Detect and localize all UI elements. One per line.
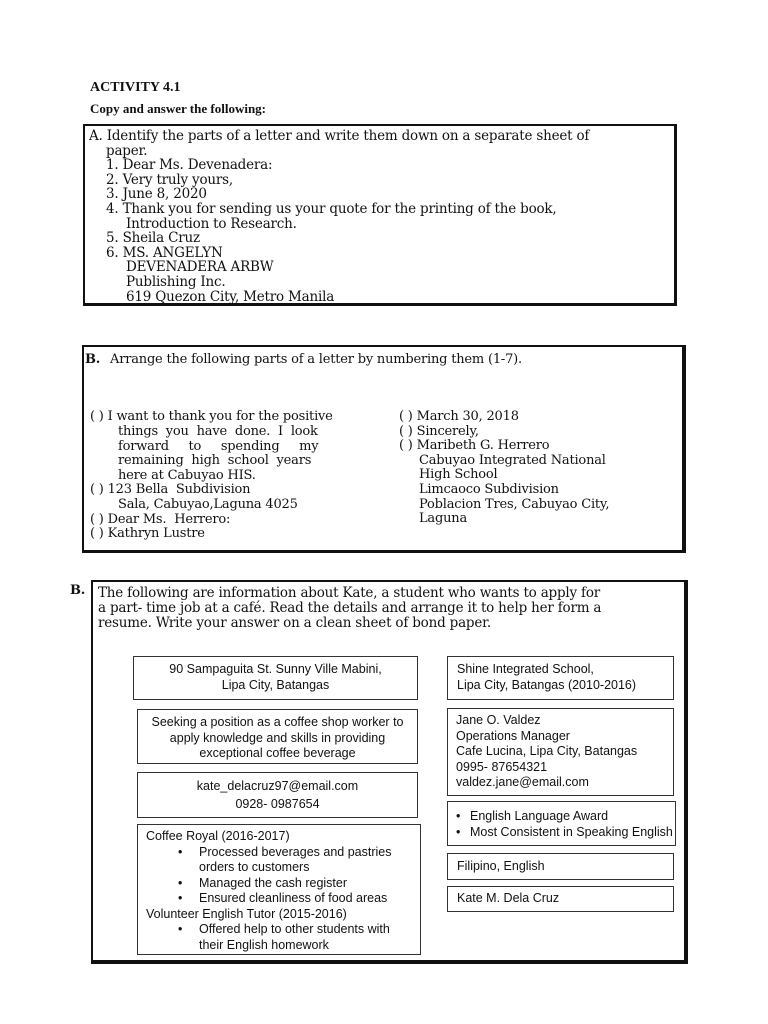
school-line: Lipa City, Batangas (2010-2016)	[457, 677, 637, 692]
letter-part-body-cont: here at Cabuyao HIS.	[118, 467, 256, 483]
reference-card	[447, 708, 674, 796]
address-card	[133, 656, 418, 700]
languages-text: Filipino, English	[457, 859, 545, 873]
section-b1-label: B.	[85, 352, 101, 367]
letter-part-salutation: ( ) Dear Ms. Herrero:	[90, 511, 231, 527]
list-item-cont: DEVENADERA ARBW	[126, 259, 274, 276]
contact-card	[137, 772, 418, 818]
section-a-box	[83, 124, 677, 306]
list-item: 5. Sheila Cruz	[106, 230, 200, 247]
phone-text: 0928- 0987654	[235, 796, 320, 811]
experience-title: Volunteer English Tutor (2015-2016)	[146, 906, 347, 921]
experience-title: Coffee Royal (2016-2017)	[146, 829, 290, 843]
activity-title: ACTIVITY 4.1	[90, 80, 181, 95]
name-text: Kate M. Dela Cruz	[457, 891, 560, 905]
school-line: Shine Integrated School,	[457, 662, 594, 676]
bullet-icon: •	[178, 844, 183, 859]
experience-bullet: Ensured cleanliness of food areas	[199, 891, 388, 905]
reference-line: Cafe Lucina, Lipa City, Batangas	[456, 744, 638, 758]
letter-part-address: ( ) 123 Bella Subdivision	[90, 482, 251, 498]
reference-line: Jane O. Valdez	[456, 713, 541, 727]
letter-part-sender: ( ) Kathryn Lustre	[90, 526, 205, 542]
letter-part-body-cont: forward to spending my	[118, 438, 319, 454]
bullet-icon: •	[178, 875, 183, 890]
letter-part-inside-address-cont: High School	[419, 467, 498, 483]
bullet-icon: •	[456, 809, 461, 823]
section-b2-instruction: The following are information about Kate, a student who wants to apply for	[98, 585, 601, 601]
section-b2-instruction-cont: resume. Write your answer on a clean sheet of bond paper.	[98, 615, 492, 631]
letter-part-date: ( ) March 30, 2018	[399, 409, 519, 424]
experience-card	[137, 824, 421, 955]
email-text: kate_delacruz97@email.com	[196, 779, 359, 793]
experience-bullet-cont: orders to customers	[199, 860, 310, 874]
section-a-instruction-cont: paper.	[106, 142, 148, 159]
list-item: 4. Thank you for sending us your quote for the printing of the book,	[106, 201, 557, 217]
list-item: 3. June 8, 2020	[106, 186, 207, 203]
objective-card	[137, 709, 418, 764]
list-item-cont: 619 Quezon City, Metro Manila	[126, 288, 335, 305]
experience-bullet-cont: their English homework	[199, 937, 329, 952]
awards-card	[447, 801, 676, 846]
letter-part-inside-address-cont: Limcaoco Subdivision	[419, 482, 559, 497]
letter-part-inside-address-cont: Cabuyao Integrated National	[419, 452, 606, 468]
objective-line: Seeking a position as a coffee shop worker to	[151, 715, 404, 729]
letter-part-inside-address-cont: Laguna	[419, 511, 468, 527]
school-card	[447, 656, 674, 700]
reference-line: Operations Manager	[456, 728, 570, 743]
objective-line: apply knowledge and skills in providing	[169, 730, 386, 745]
bullet-icon: •	[178, 891, 183, 905]
languages-card	[447, 853, 674, 880]
section-a-instruction: A. Identify the parts of a letter and write them down on a separate sheet of	[89, 128, 590, 144]
list-item: 1. Dear Ms. Devenadera:	[106, 157, 273, 174]
letter-part-inside-address-cont: Poblacion Tres, Cabuyao City,	[419, 496, 610, 512]
section-b2-instruction-cont: a part- time job at a café. Read the details and arrange it to help her form a	[98, 600, 602, 616]
section-b1-box	[82, 345, 686, 553]
list-item: 6. MS. ANGELYN	[106, 244, 223, 261]
section-b2-label: B.	[70, 583, 86, 598]
letter-part-body-cont: things you have done. I look	[118, 424, 318, 439]
bullet-icon: •	[178, 922, 183, 936]
address-line: 90 Sampaguita St. Sunny Ville Mabini,	[169, 662, 382, 676]
award-item: Most Consistent in Speaking English	[470, 824, 673, 839]
list-item: 2. Very truly yours,	[106, 171, 233, 188]
letter-part-body: ( ) I want to thank you for the positive	[90, 409, 333, 424]
activity-subtitle: Copy and answer the following:	[90, 101, 267, 116]
address-line: Lipa City, Batangas	[221, 677, 330, 692]
letter-part-address-cont: Sala, Cabuyao,Laguna 4025	[118, 497, 298, 512]
experience-bullet: Managed the cash register	[199, 875, 348, 890]
reference-line: 0995- 87654321	[456, 759, 548, 774]
award-item: English Language Award	[470, 809, 609, 823]
list-item-cont: Introduction to Research.	[126, 215, 297, 232]
bullet-icon: •	[456, 824, 461, 839]
letter-part-inside-address: ( ) Maribeth G. Herrero	[399, 438, 550, 454]
objective-line: exceptional coffee beverage	[199, 746, 356, 760]
section-b1-instruction: Arrange the following parts of a letter by numbering them (1-7).	[110, 352, 522, 367]
letter-part-body-cont: remaining high school years	[118, 453, 312, 469]
reference-line: valdez.jane@email.com	[456, 775, 589, 789]
experience-bullet: Offered help to other students with	[199, 922, 390, 936]
name-card	[447, 886, 674, 912]
experience-bullet: Processed beverages and pastries	[199, 844, 392, 859]
letter-part-closing: ( ) Sincerely,	[399, 423, 479, 439]
list-item-cont: Publishing Inc.	[126, 274, 226, 290]
